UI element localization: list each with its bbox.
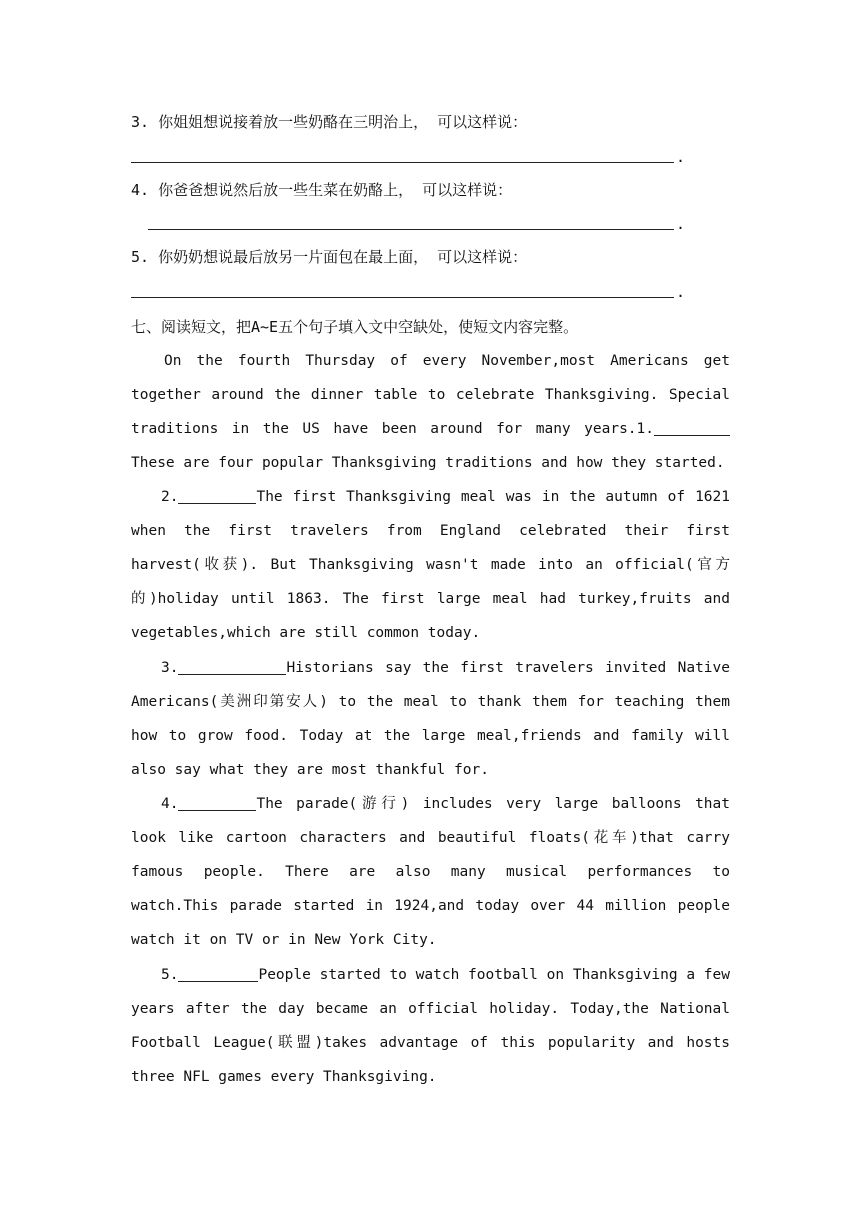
paragraph-text: The parade(游行) includes very large balloons that look like cartoon characters and beautiful floats(花车)that carry famous people. There are also many musical performances to watch.This parade started in 1924,and today over 44 million people watch it on TV or in New York City. [131, 796, 730, 948]
paragraph-number: 4. [161, 796, 179, 812]
passage-paragraph-2 [131, 480, 730, 650]
blank-3[interactable] [178, 658, 286, 675]
section-title: 七、阅读短文，把A~E五个句子填入文中空缺处，使短文内容完整。 [131, 318, 579, 336]
passage-intro [131, 344, 730, 480]
paragraph-text: Historians say the first travelers invited Native Americans(美洲印第安人) to the meal to thank them for teaching them how to grow food. Today at the large meal,friends and family will also say what they are most thankful for. [131, 660, 730, 778]
paragraph-number: 2. [161, 489, 179, 505]
paragraph-number: 5. [161, 967, 179, 983]
blank-4[interactable] [178, 794, 256, 811]
passage-paragraph-3 [131, 651, 730, 787]
blank-5[interactable] [178, 965, 258, 982]
intro-text-after: These are four popular Thanksgiving traditions and how they started. [131, 455, 725, 471]
question-3: 3. 你姐姐想说接着放一些奶酪在三明治上， 可以这样说： [131, 113, 528, 131]
answer-line-3[interactable] [131, 162, 674, 163]
paragraph-number: 3. [161, 660, 179, 676]
answer-period-3: . [676, 148, 686, 166]
answer-period-5: . [676, 283, 686, 301]
answer-line-4[interactable] [148, 229, 674, 230]
question-5: 5. 你奶奶想说最后放另一片面包在最上面， 可以这样说： [131, 248, 528, 266]
paragraph-text: People started to watch football on Thanksgiving a few years after the day became an official holiday. Today,the National Football League(联盟)takes advantage of this popularity and hosts three NFL games every Thanksgiving. [131, 967, 730, 1085]
paragraph-text: The first Thanksgiving meal was in the autumn of 1621 when the first travelers from England celebrated their first harvest(收获). But Thanksgiving wasn't made into an official(官方的)holiday until 1863. The first large meal had turkey,fruits and vegetables,which are still common today. [131, 489, 730, 641]
passage-paragraph-5 [131, 958, 730, 1094]
answer-line-5[interactable] [131, 297, 674, 298]
blank-2[interactable] [178, 487, 256, 504]
intro-text-before: On the fourth Thursday of every November,most Americans get together around the dinner table to celebrate Thanksgiving. Special traditions in the US have been around for many years.1. [131, 353, 730, 437]
question-4: 4. 你爸爸想说然后放一些生菜在奶酪上， 可以这样说： [131, 181, 513, 199]
answer-period-4: . [676, 215, 686, 233]
blank-1[interactable] [654, 419, 730, 436]
passage-paragraph-4 [131, 787, 730, 957]
